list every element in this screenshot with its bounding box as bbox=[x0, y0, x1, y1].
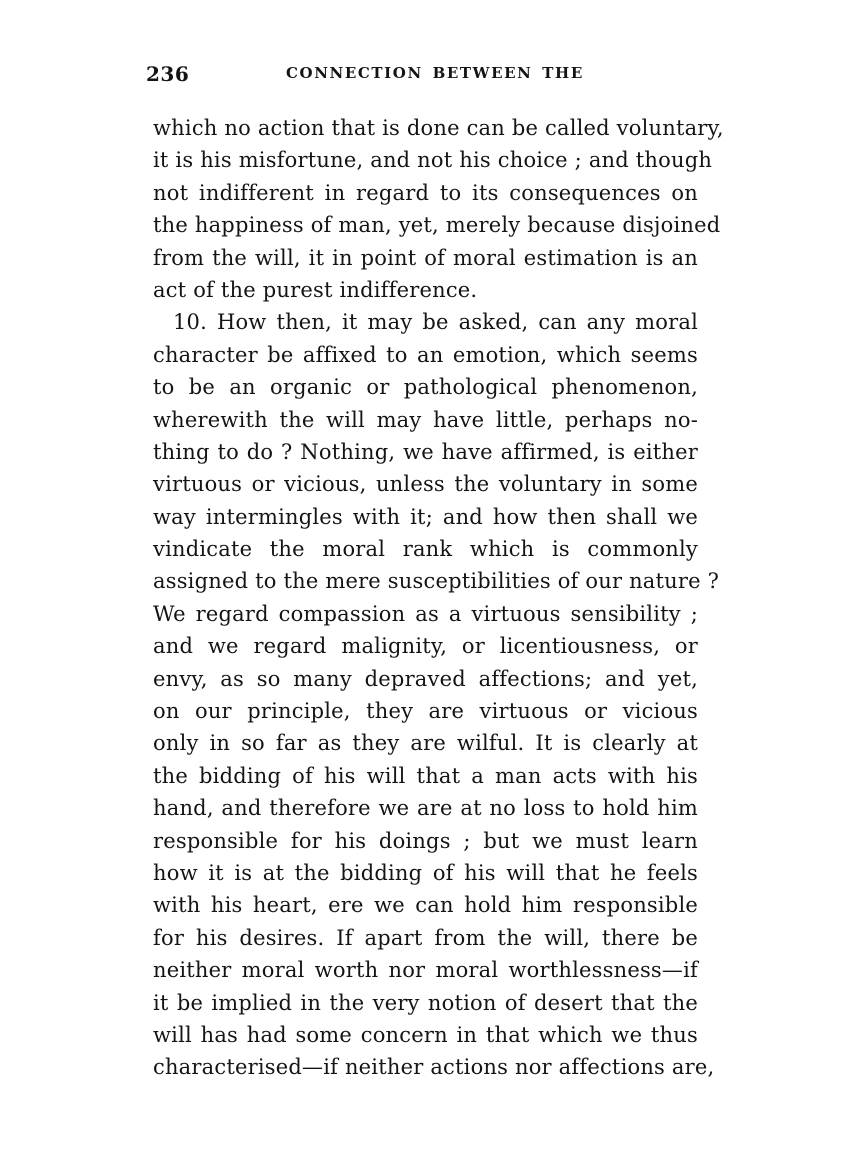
text-line: the happiness of man, yet, merely because disjoined bbox=[153, 213, 721, 238]
body-text bbox=[153, 112, 724, 1084]
text-line: for his desires. If apart from the will, there be bbox=[153, 925, 698, 950]
text-line: neither moral worth nor moral worthlessness—if bbox=[153, 958, 698, 983]
text-line: virtuous or vicious, unless the voluntary in some bbox=[153, 472, 698, 497]
text-line: We regard compassion as a virtuous sensibility ; bbox=[153, 601, 698, 626]
page-header bbox=[146, 62, 706, 92]
text-line: it be implied in the very notion of desert that the bbox=[153, 990, 698, 1015]
text-line: how it is at the bidding of his will that he feels bbox=[153, 860, 698, 885]
text-line: envy, as so many depraved affections; and yet, bbox=[153, 666, 698, 691]
running-title: CONNECTION BETWEEN THE bbox=[286, 64, 584, 82]
text-line: responsible for his doings ; but we must learn bbox=[153, 828, 698, 853]
text-line: assigned to the mere susceptibilities of our nature ? bbox=[153, 569, 720, 594]
text-line: thing to do ? Nothing, we have affirmed, is either bbox=[153, 439, 698, 464]
text-line: characterised—if neither actions nor affections are, bbox=[153, 1055, 715, 1080]
text-line: from the will, it in point of moral estimation is an bbox=[153, 245, 698, 270]
text-line: act of the purest indifference. bbox=[153, 277, 478, 302]
text-line: hand, and therefore we are at no loss to hold him bbox=[153, 796, 698, 821]
text-line: and we regard malignity, or licentiousness, or bbox=[153, 634, 698, 659]
text-line: only in so far as they are wilful. It is clearly at bbox=[153, 731, 698, 756]
text-line: it is his misfortune, and not his choice ; and though bbox=[153, 148, 713, 173]
text-line: way intermingles with it; and how then shall we bbox=[153, 504, 698, 529]
text-line: character be affixed to an emotion, which seems bbox=[153, 342, 698, 367]
text-line: 10. How then, it may be asked, can any moral bbox=[173, 310, 698, 335]
text-line: which no action that is done can be called voluntary, bbox=[153, 116, 724, 140]
text-line: not indifferent in regard to its consequences on bbox=[153, 180, 698, 205]
text-line: wherewith the will may have little, perhaps no- bbox=[153, 407, 698, 432]
text-line: to be an organic or pathological phenomenon, bbox=[153, 375, 698, 400]
text-line: on our principle, they are virtuous or vicious bbox=[153, 699, 698, 724]
text-line: vindicate the moral rank which is commonly bbox=[153, 537, 698, 562]
text-line: will has had some concern in that which we thus bbox=[153, 1022, 698, 1047]
text-line: with his heart, ere we can hold him responsible bbox=[153, 893, 698, 918]
text-line: the bidding of his will that a man acts with his bbox=[153, 763, 698, 788]
page-number: 236 bbox=[146, 62, 190, 86]
